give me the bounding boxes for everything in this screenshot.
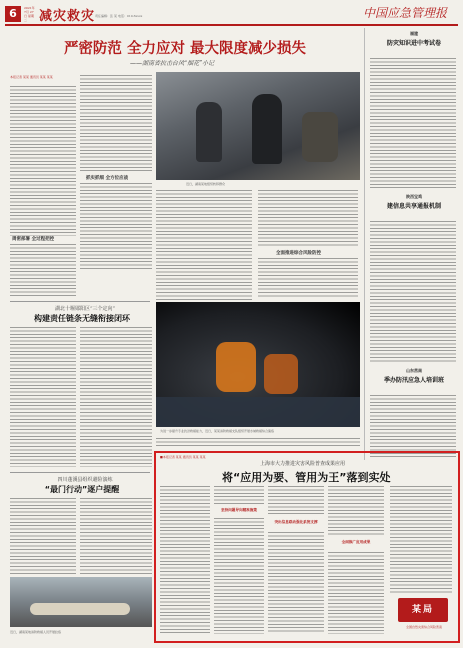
left-article-2-headline: “最门行动”逐户提醒 [44, 485, 120, 494]
feature-col-2 [214, 518, 264, 634]
left-article-1-kicker: 湖北十堰郧阳区“三个定向” [54, 306, 116, 312]
lead-byline: 本报记者 某某 通讯员 某某 某某 [10, 75, 53, 79]
feature-sub-2: 突出信息联动强化系统支撑 [274, 520, 318, 524]
page-header [5, 4, 458, 26]
feature-col-4 [328, 552, 384, 634]
lead-body-col2b [80, 183, 152, 271]
feature-seal [398, 598, 448, 622]
lead-subhead-2: 抓实抓细 全方位应战 [86, 176, 129, 181]
left-rule-1 [10, 301, 150, 302]
lead-photo [156, 72, 360, 180]
lead-body-col3 [156, 190, 252, 300]
photo-figure-3 [302, 112, 338, 162]
feature-col-1 [160, 486, 210, 634]
feature-kicker: 上海市大力推进灾害风险普查成果应用 [260, 461, 346, 467]
center-photo [156, 302, 360, 427]
right-column-rule [364, 28, 365, 460]
feature-sub-4: 全面推广应用成果 [341, 540, 371, 544]
left-rule-2 [10, 472, 150, 473]
right-item-1-kicker: 福建 [410, 31, 418, 36]
mid-body [156, 438, 360, 446]
left-article-2-body-b [80, 498, 152, 574]
right-item-2-kicker: 陕西宝鸡 [406, 194, 422, 199]
issue-date: 2021年 7月 27日 星期二 [24, 6, 35, 22]
left-article-1-body-b [80, 327, 152, 467]
feature-label: ■本报记者 某某 通讯员 某某 某某 [160, 455, 206, 459]
lead-subhead-1: 周密部署 全过程把控 [12, 237, 55, 242]
feature-title: 将“应用为要、管用为王”落到实处 [222, 471, 391, 484]
left-article-2-kicker: 四川蓬溪县组织避险演练 [57, 477, 113, 483]
right-item-2 [370, 194, 458, 210]
section-title: 减灾救灾 [39, 9, 96, 24]
feature-col-4a [328, 486, 384, 536]
header-rule [5, 24, 458, 26]
center-photo-rescuer-2 [264, 354, 298, 394]
photo-figure-2 [252, 94, 282, 164]
right-item-3 [370, 368, 458, 384]
seal-text: 某局 [411, 605, 434, 615]
feature-col-3a [268, 486, 324, 516]
left-photo [10, 577, 152, 627]
lead-body-col4b [258, 258, 358, 298]
feature-col-3 [268, 532, 324, 634]
lead-body-col1 [10, 86, 76, 236]
lead-body-col1b [10, 244, 76, 296]
right-item-3-body [370, 395, 456, 457]
photo-figure-1 [196, 102, 222, 162]
right-item-2-body [370, 221, 456, 363]
left-photo-caption: 近日，湖南某地消防救援人员开展拉练 [10, 630, 62, 634]
left-article-2-body-a [10, 498, 76, 574]
left-photo-boat [30, 603, 130, 615]
feature-col-2a [214, 486, 264, 506]
lead-body-col2 [80, 75, 152, 173]
left-article-1-body-a [10, 327, 76, 467]
center-photo-water [156, 397, 360, 427]
right-item-3-kicker: 山东莒南 [406, 368, 422, 373]
feature-sub-1: 坚持问题导向精准施策 [221, 508, 257, 512]
left-article-1-headline: 构建责任链条无缝衔接闭环 [34, 314, 130, 323]
lead-title: 严密防范 全力应对 最大限度减少损失 [63, 41, 307, 57]
right-item-3-title: 季办防汛应急人培训班 [383, 377, 444, 384]
page-number: 6 [5, 6, 21, 22]
center-photo-rescuer-1 [216, 342, 256, 392]
right-item-1-body [370, 58, 456, 190]
right-item-2-title: 建信息共享通报机制 [386, 203, 441, 210]
seal-note: 全国自然灾害综合风险普查 [405, 625, 442, 629]
feature-col-5 [390, 486, 452, 594]
lead-photo-caption: 近日，湖南某地组织转移群众 [186, 182, 226, 186]
editor-line: 责任编辑：张 某 电话：010-6xxxx [95, 14, 143, 18]
lead-body-col4 [258, 190, 358, 248]
right-item-1 [370, 31, 458, 47]
right-item-1-title: 防灾知识进中考试卷 [386, 40, 441, 47]
lead-subhead-3: 全面推进综合风险防控 [276, 251, 321, 256]
center-photo-caption: 为进一步提升专业抗洪救援能力，近日，某某消防救援支队组织开展水域救援综合演练 [160, 429, 275, 433]
lead-subtitle: ——湖南省抗击台风“烟花”小记 [130, 60, 215, 67]
masthead: 中国应急管理报 [363, 6, 448, 20]
